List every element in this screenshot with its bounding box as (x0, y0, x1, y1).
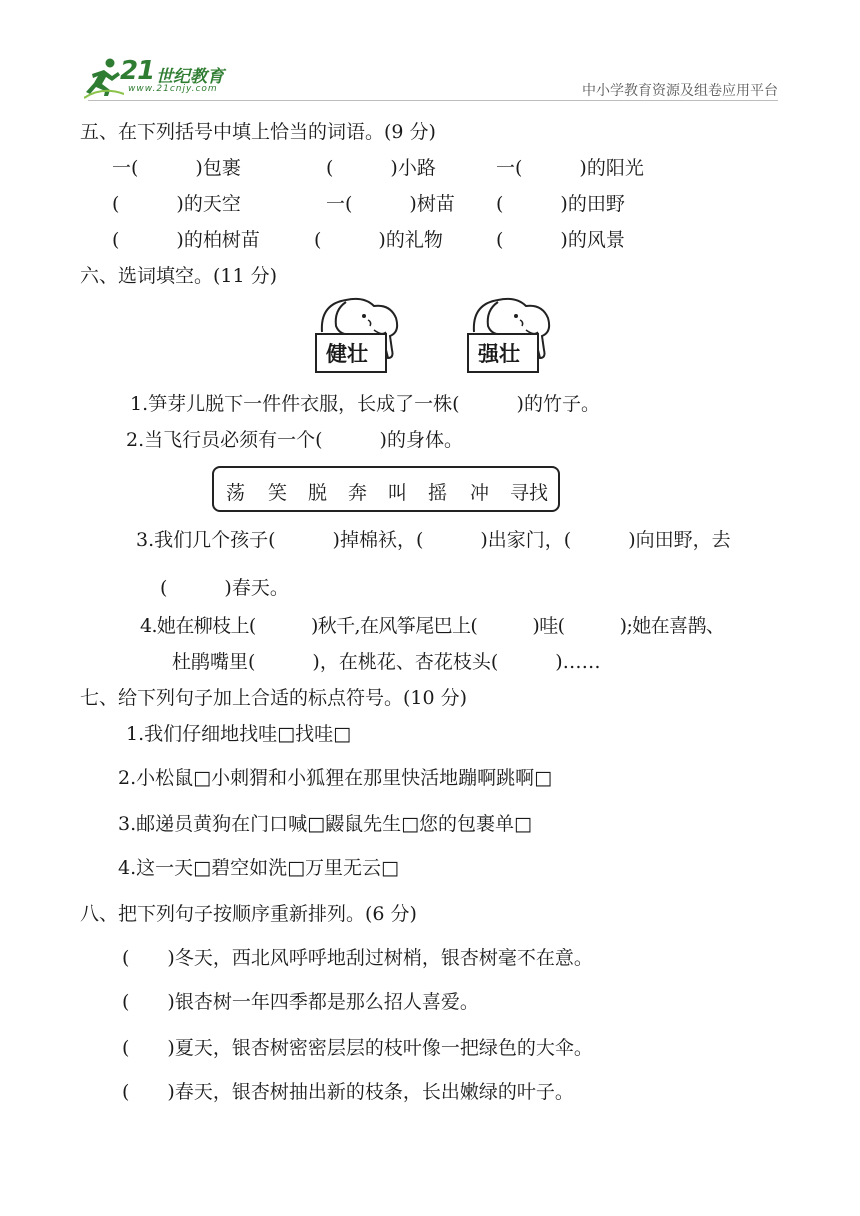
q8-item: ( )冬天，西北风呼呼地刮过树梢，银杏树毫不在意。 (122, 947, 593, 969)
q5-blank: 一( )的阳光 (496, 157, 644, 179)
q5-blank: ( )的风景 (496, 229, 625, 251)
q6-sentence-3-cont: ( )春天。 (160, 577, 289, 599)
word-option: 摇 (428, 482, 448, 504)
word-option: 寻找 (510, 482, 549, 504)
q6-sentence-2: 2.当飞行员必须有一个( )的身体。 (126, 429, 463, 451)
platform-label: 中小学教育资源及组卷应用平台 (582, 83, 778, 99)
word-option: 奔 (348, 482, 368, 504)
site-logo (84, 56, 284, 100)
runner-logo-icon (84, 56, 124, 100)
q6-sentence-4-cont: 杜鹃嘴里( )，在桃花、杏花枝头( )…… (172, 651, 601, 673)
word-option: 荡 (226, 482, 246, 504)
q6-sentence-3: 3.我们几个孩子( )掉棉袄，( )出家门，( )向田野，去 (136, 529, 731, 551)
header-divider (88, 100, 778, 101)
q6-sentence-1: 1.笋芽儿脱下一件件衣服，长成了一株( )的竹子。 (130, 393, 600, 415)
q5-title: 五、在下列括号中填上恰当的词语。(9 分) (80, 121, 436, 143)
q5-blank: 一( )树苗 (326, 193, 455, 215)
q7-item: 4.这一天□碧空如洗□万里无云□ (118, 857, 399, 879)
q5-blank: ( )的田野 (496, 193, 625, 215)
word-option: 叫 (388, 482, 408, 504)
q7-item: 2.小松鼠□小刺猬和小狐狸在那里快活地蹦啊跳啊□ (118, 767, 553, 789)
q6-sentence-4: 4.她在柳枝上( )秋千,在风筝尾巴上( )哇( );她在喜鹊、 (140, 615, 725, 637)
q7-item: 3.邮递员黄狗在门口喊□鼹鼠先生□您的包裹单□ (118, 813, 532, 835)
q8-title: 八、把下列句子按顺序重新排列。(6 分) (80, 903, 417, 925)
word-option: 脱 (308, 482, 328, 504)
q5-blank: ( )的天空 (112, 193, 241, 215)
q5-blank: ( )小路 (326, 157, 436, 179)
word-option: 冲 (470, 482, 490, 504)
logo-url: www.21cnjy.com (128, 84, 218, 94)
q7-item: 1.我们仔细地找哇□找哇□ (126, 723, 352, 745)
q8-item: ( )银杏树一年四季都是那么招人喜爱。 (122, 991, 479, 1013)
q7-title: 七、给下列句子加上合适的标点符号。(10 分) (80, 687, 468, 709)
sign-word-qiangzhuang: 强壮 (478, 341, 520, 366)
logo-number: 21 (120, 56, 155, 86)
q8-item: ( )春天，银杏树抽出新的枝条，长出嫩绿的叶子。 (122, 1081, 574, 1103)
logo-text: 世纪教育 (156, 67, 224, 87)
q6-title: 六、选词填空。(11 分) (80, 265, 278, 287)
q5-blank: ( )的礼物 (314, 229, 443, 251)
q8-item: ( )夏天，银杏树密密层层的枝叶像一把绿色的大伞。 (122, 1037, 593, 1059)
word-option: 笑 (268, 482, 288, 504)
sign-word-jianzhuang: 健壮 (326, 341, 368, 366)
q5-blank: 一( )包裹 (112, 157, 241, 179)
word-bank (212, 466, 560, 512)
q5-blank: ( )的柏树苗 (112, 229, 260, 251)
